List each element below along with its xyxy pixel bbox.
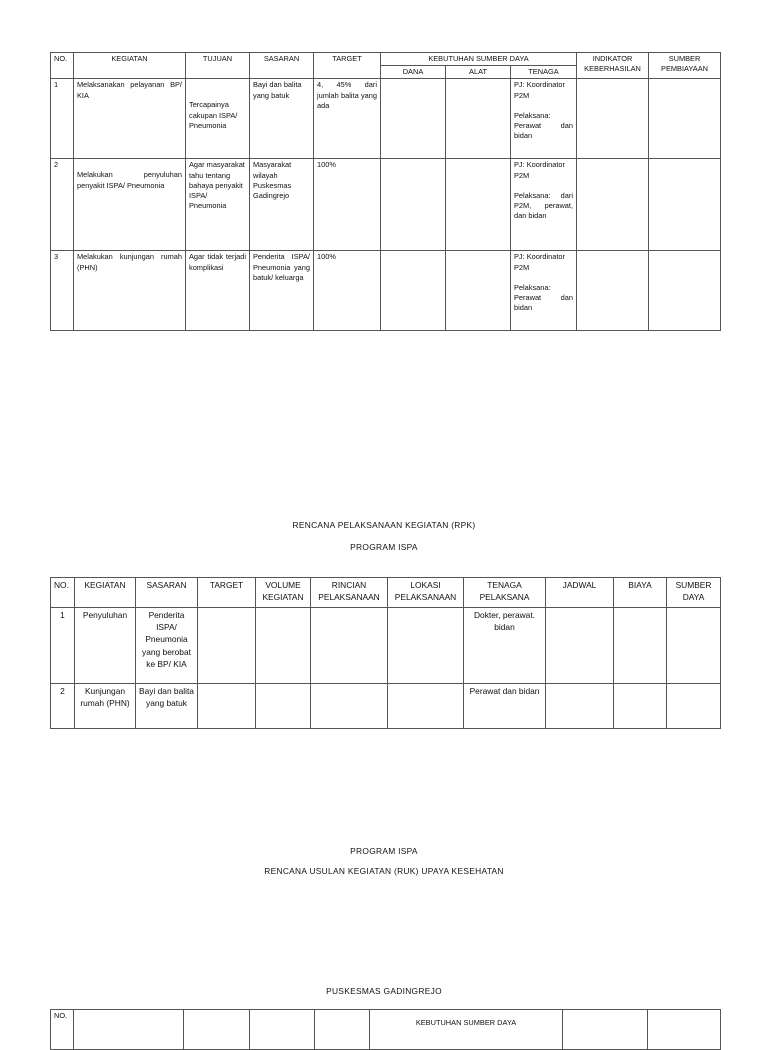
cell-rincian [311,608,388,684]
rpk-header-target: TARGET [198,578,256,608]
cell-sasaran: Penderita ISPA/ Pneumonia yang batuk/ keluarga [250,251,314,331]
rpk-title: RENCANA PELAKSANAAN KEGIATAN (RPK) [292,520,476,530]
cell-no: 3 [51,251,74,331]
cell-no: 1 [51,608,75,684]
cell-sumber [667,608,721,684]
cell-tenaga: Dokter, perawat. bidan [464,608,546,684]
cell-biaya [614,608,667,684]
cell-sumber [649,159,721,251]
header-kegiatan: KEGIATAN [74,53,186,79]
cell-jadwal [546,684,614,729]
cell-jadwal [546,608,614,684]
cell-tenaga [511,79,577,159]
cell-tenaga [511,251,577,331]
header-tenaga: TENAGA [511,66,577,79]
rpk-subtitle: PROGRAM ISPA [350,542,418,552]
cell-rincian [311,684,388,729]
rpk-header-sumber: SUMBER DAYA [667,578,721,608]
cell-kegiatan: Kunjungan rumah (PHN) [75,684,136,729]
tenaga-pelaksana: Pelaksana: Perawat dan bidan [514,282,573,313]
cell-dana [381,251,446,331]
resource-needs-table [50,52,721,331]
cell-lokasi [388,684,464,729]
cell-tujuan: Tercapainya cakupan ISPA/ Pneumonia [186,79,250,159]
cell-target: 100% [314,159,381,251]
table-row [51,79,721,159]
table-row [51,251,721,331]
rpk-header-kegiatan: KEGIATAN [75,578,136,608]
cell-sumber [667,684,721,729]
tenaga-pj: PJ: Koordinator P2M [514,160,565,180]
ruk-puskesmas: PUSKESMAS GADINGREJO [326,986,442,996]
cell-alat [446,251,511,331]
ruk-title: RENCANA USULAN KEGIATAN (RUK) UPAYA KESEHATAN [264,866,504,876]
cell-tenaga: Perawat dan bidan [464,684,546,729]
cell-dana [381,79,446,159]
table-header-row [51,53,721,66]
rpk-header-lokasi: LOKASI PELAKSANAAN [388,578,464,608]
rpk-header-sasaran: SASARAN [136,578,198,608]
cell-indikator [577,251,649,331]
rpk-header-biaya: BIAYA [614,578,667,608]
header-dana: DANA [381,66,446,79]
cell-lokasi [388,608,464,684]
cell-no: 1 [51,79,74,159]
header-sumber: SUMBER PEMBIAYAAN [649,53,721,79]
rpk-header-tenaga: TENAGA PELAKSANA [464,578,546,608]
cell-sasaran: Bayi dan balita yang batuk [250,79,314,159]
cell-sumber [649,79,721,159]
rpk-header-row [51,578,721,608]
cell-tenaga [511,159,577,251]
cell-sasaran: Masyarakat wilayah Puskesmas Gadingrejo [250,159,314,251]
rpk-table [50,577,721,729]
ruk-header-kebutuhan: KEBUTUHAN SUMBER DAYA [370,1010,563,1050]
tenaga-pelaksana: Pelaksana: Perawat dan bidan [514,110,573,141]
cell-target [198,608,256,684]
cell-sumber [649,251,721,331]
cell-kegiatan: Melaksanakan pelayanan BP/ KIA [74,79,186,159]
cell-alat [446,79,511,159]
header-kebutuhan: KEBUTUHAN SUMBER DAYA [381,53,577,66]
tenaga-pj: PJ: Koordinator P2M [514,80,565,100]
cell-kegiatan: Penyuluhan [75,608,136,684]
header-target: TARGET [314,53,381,79]
cell-indikator [577,79,649,159]
cell-target: 100% [314,251,381,331]
cell-tujuan: Agar masyarakat tahu tentang bahaya penyakit ISPA/ Pneumonia [186,159,250,251]
cell-biaya [614,684,667,729]
header-alat: ALAT [446,66,511,79]
cell-sasaran: Bayi dan balita yang batuk [136,684,198,729]
header-no: NO. [51,53,74,79]
ruk-program: PROGRAM ISPA [350,846,418,856]
rpk-header-rincian: RINCIAN PELAKSANAAN [311,578,388,608]
tenaga-pj: PJ: Koordinator P2M [514,252,565,272]
cell-no: 2 [51,684,75,729]
tenaga-pelaksana: Pelaksana: dari P2M, perawat, dan bidan [514,190,573,221]
header-sasaran: SASARAN [250,53,314,79]
cell-dana [381,159,446,251]
header-tujuan: TUJUAN [186,53,250,79]
cell-kegiatan: Melakukan kunjungan rumah (PHN) [74,251,186,331]
cell-volume [256,608,311,684]
header-indikator: INDIKATOR KEBERHASILAN [577,53,649,79]
cell-target [198,684,256,729]
ruk-header-no: NO. [51,1010,74,1050]
rpk-header-no: NO. [51,578,75,608]
ruk-header-row [51,1010,721,1050]
table-row [51,159,721,251]
ruk-table [50,1009,721,1050]
rpk-header-jadwal: JADWAL [546,578,614,608]
cell-target: 4, 45% dari jumlah balita yang ada [314,79,381,159]
cell-no: 2 [51,159,74,251]
table-row [51,608,721,684]
table-row [51,684,721,729]
cell-sasaran: Penderita ISPA/ Pneumonia yang berobat ke BP/ KIA [136,608,198,684]
rpk-header-volume: VOLUME KEGIATAN [256,578,311,608]
cell-tujuan: Agar tidak terjadi komplikasi [186,251,250,331]
cell-kegiatan: Melakukan penyuluhan penyakit ISPA/ Pneumonia [74,159,186,251]
cell-volume [256,684,311,729]
cell-alat [446,159,511,251]
cell-indikator [577,159,649,251]
